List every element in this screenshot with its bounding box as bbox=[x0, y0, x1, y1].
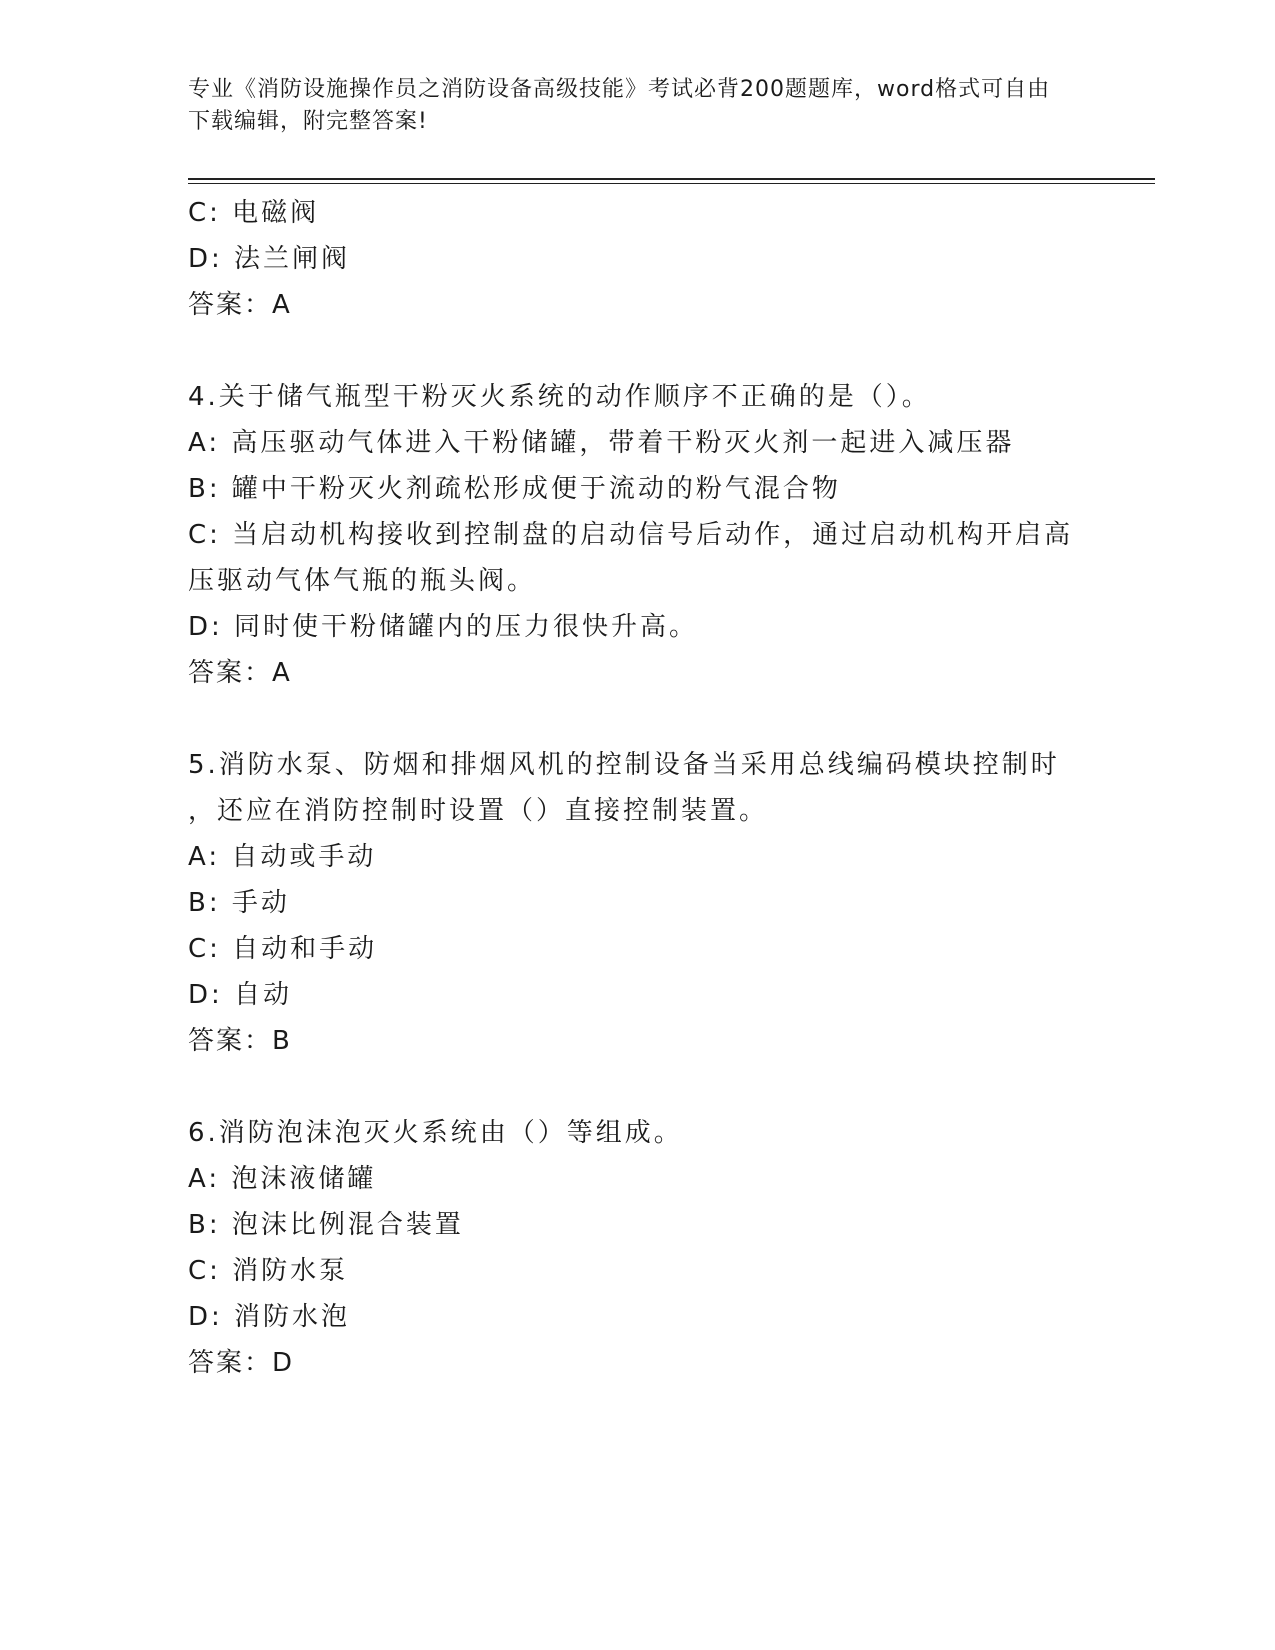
option-c-continued: 压驱动气体气瓶的瓶头阀。 bbox=[188, 566, 537, 596]
option-d: D: 法兰闸阀 bbox=[188, 244, 351, 274]
question-3 bbox=[188, 190, 1088, 328]
question-text: 6.消防泡沫泡灭火系统由（）等组成。 bbox=[188, 1118, 683, 1148]
question-text: 5.消防水泵、防烟和排烟风机的控制设备当采用总线编码模块控制时 bbox=[188, 750, 1060, 780]
option-d: D: 消防水泡 bbox=[188, 1302, 351, 1332]
spacer bbox=[188, 328, 1088, 374]
header-divider-thick bbox=[188, 178, 1155, 180]
spacer bbox=[188, 696, 1088, 742]
question-text: 4.关于储气瓶型干粉灭火系统的动作顺序不正确的是（）。 bbox=[188, 382, 931, 412]
question-4 bbox=[188, 374, 1088, 696]
document-title: 专业《消防设施操作员之消防设备高级技能》考试必背200题题库，word格式可自由下载编辑，附完整答案! bbox=[188, 77, 1051, 134]
document-header bbox=[188, 74, 1068, 138]
option-b: B: 手动 bbox=[188, 888, 290, 918]
option-c: C: 自动和手动 bbox=[188, 934, 378, 964]
answer: 答案：A bbox=[188, 290, 292, 320]
header-divider-thin bbox=[188, 183, 1155, 184]
answer: 答案：A bbox=[188, 658, 292, 688]
question-6 bbox=[188, 1110, 1088, 1386]
option-d: D: 自动 bbox=[188, 980, 293, 1010]
option-c: C: 消防水泵 bbox=[188, 1256, 349, 1286]
option-c: C: 电磁阀 bbox=[188, 198, 320, 228]
question-list bbox=[188, 190, 1088, 1386]
option-b: B: 罐中干粉灭火剂疏松形成便于流动的粉气混合物 bbox=[188, 474, 841, 504]
option-c: C: 当启动机构接收到控制盘的启动信号后动作，通过启动机构开启高 bbox=[188, 520, 1074, 550]
option-a: A: 泡沫液储罐 bbox=[188, 1164, 377, 1194]
question-text-continued: ，还应在消防控制时设置（）直接控制装置。 bbox=[188, 796, 769, 826]
answer: 答案：D bbox=[188, 1348, 295, 1378]
option-d: D: 同时使干粉储罐内的压力很快升高。 bbox=[188, 612, 699, 642]
spacer bbox=[188, 1064, 1088, 1110]
answer: 答案：B bbox=[188, 1026, 292, 1056]
option-a: A: 高压驱动气体进入干粉储罐，带着干粉灭火剂一起进入减压器 bbox=[188, 428, 1015, 458]
option-b: B: 泡沫比例混合装置 bbox=[188, 1210, 464, 1240]
option-a: A: 自动或手动 bbox=[188, 842, 377, 872]
question-5 bbox=[188, 742, 1088, 1064]
